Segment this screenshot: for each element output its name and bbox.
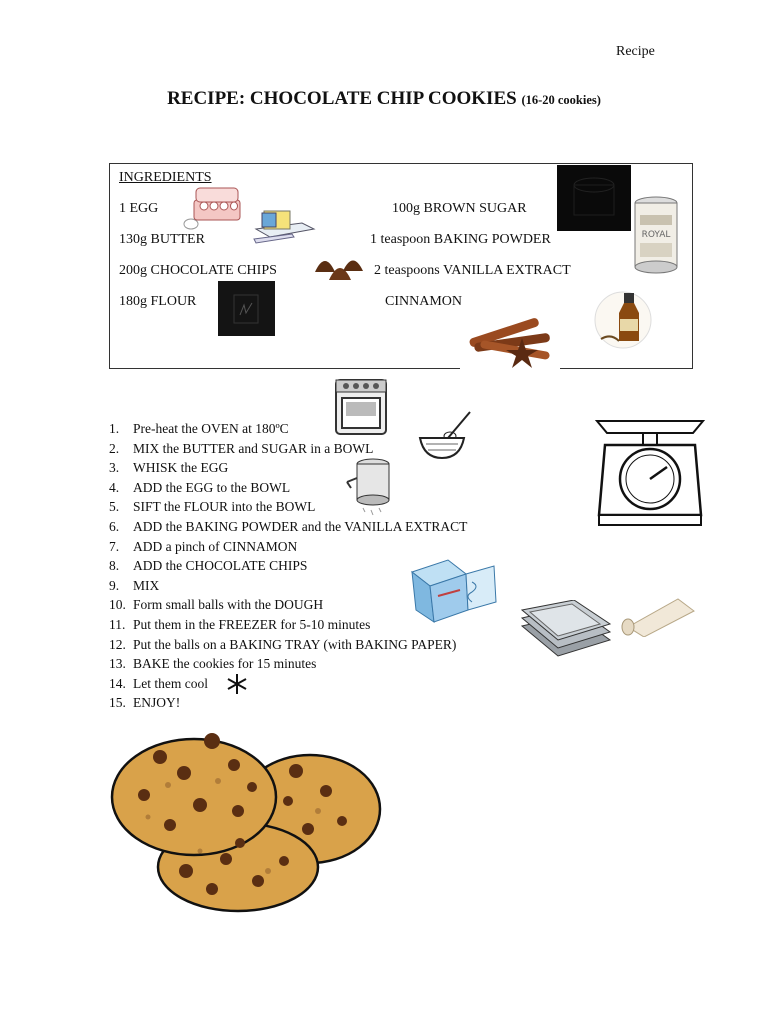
ingredient-left-1: 1 EGG — [119, 201, 159, 216]
list-item: 7. ADD a pinch of CINNAMON — [109, 538, 298, 554]
sugar-jar-icon — [557, 165, 631, 231]
list-item: 13. BAKE the cookies for 15 minutes — [109, 656, 317, 672]
header-label: Recipe — [616, 44, 655, 59]
list-item: 10. Form small balls with the DOUGH — [109, 597, 324, 613]
ingredient-left-2: 130g BUTTER — [119, 232, 205, 247]
chocolate-chips-icon — [313, 252, 365, 282]
title-yield: (16-20 cookies) — [521, 93, 601, 107]
egg-carton-icon — [182, 186, 244, 232]
list-item: 1. Pre-heat the OVEN at 180ºC — [109, 421, 289, 436]
list-item: 11. Put them in the FREEZER for 5-10 minutes — [109, 616, 371, 632]
list-item: 9. MIX — [109, 577, 160, 593]
page-title — [0, 88, 768, 110]
list-item: 6. ADD the BAKING POWDER and the VANILLA EXTRACT — [109, 518, 468, 534]
vanilla-bottle-icon — [591, 291, 655, 349]
scale-icon — [593, 415, 707, 529]
baking-paper-icon — [618, 597, 696, 637]
list-item: 15. ENJOY! — [109, 695, 181, 711]
list-item: 3. WHISK the EGG — [109, 460, 229, 476]
ingredient-left-4: 180g FLOUR — [119, 294, 197, 309]
ingredient-right-4: CINNAMON — [385, 294, 462, 309]
list-item: 12. Put the balls on a BAKING TRAY (with BAKING PAPER) — [109, 636, 457, 652]
ingredient-left-3: 200g CHOCOLATE CHIPS — [119, 263, 277, 278]
list-item: 8. ADD the CHOCOLATE CHIPS — [109, 558, 308, 574]
list-item: 2. MIX the BUTTER and SUGAR in a BOWL — [109, 440, 374, 456]
list-item: 5. SIFT the FLOUR into the BOWL — [109, 499, 316, 515]
svg-text:ROYAL: ROYAL — [641, 230, 671, 240]
cinnamon-icon — [460, 310, 560, 372]
ingredient-right-1: 100g BROWN SUGAR — [392, 201, 527, 216]
ingredient-right-2: 1 teaspoon BAKING POWDER — [370, 232, 551, 247]
baking-powder-can-icon — [632, 195, 680, 275]
butter-icon — [252, 207, 318, 247]
baking-tray-icon — [518, 600, 612, 670]
flour-icon — [218, 281, 275, 336]
steps-list — [109, 419, 467, 713]
list-item: 14. Let them cool — [109, 675, 208, 691]
ingredient-right-3: 2 teaspoons VANILLA EXTRACT — [374, 263, 571, 278]
cookies-icon — [108, 721, 384, 913]
title-main: RECIPE: CHOCOLATE CHIP COOKIES — [167, 88, 517, 109]
ingredients-heading: INGREDIENTS — [119, 170, 212, 185]
list-item: 4. ADD the EGG to the BOWL — [109, 479, 291, 495]
